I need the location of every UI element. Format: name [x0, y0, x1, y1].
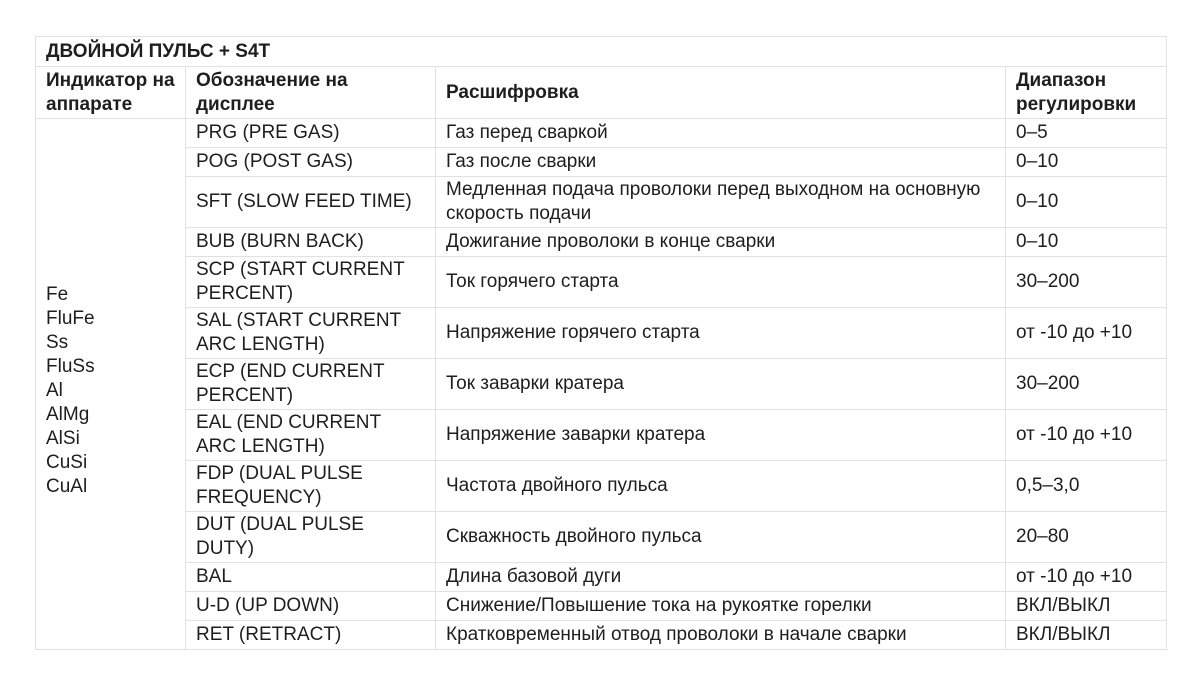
cell-decoding: Медленная подача проволоки перед выходном на основную скорость подачи — [436, 177, 1006, 228]
cell-range: 30–200 — [1006, 359, 1167, 410]
table-row — [36, 308, 1167, 359]
table-body — [36, 119, 1167, 650]
cell-decoding: Частота двойного пульса — [436, 461, 1006, 512]
settings-table — [35, 36, 1167, 650]
cell-display: BAL — [186, 563, 436, 592]
table-row — [36, 512, 1167, 563]
cell-range: 0,5–3,0 — [1006, 461, 1167, 512]
table-row — [36, 119, 1167, 148]
indicator-item: CuAl — [46, 476, 88, 497]
cell-display: DUT (DUAL PULSE DUTY) — [186, 512, 436, 563]
cell-range: от -10 до +10 — [1006, 563, 1167, 592]
table-row — [36, 257, 1167, 308]
cell-display: SFT (SLOW FEED TIME) — [186, 177, 436, 228]
table-title: ДВОЙНОЙ ПУЛЬС + S4T — [36, 37, 1167, 67]
indicator-item: AlSi — [46, 428, 80, 449]
indicator-list-cell — [36, 119, 186, 650]
cell-decoding: Снижение/Повышение тока на рукоятке горелки — [436, 592, 1006, 621]
cell-decoding: Газ после сварки — [436, 148, 1006, 177]
table-row — [36, 621, 1167, 650]
cell-range: от -10 до +10 — [1006, 308, 1167, 359]
cell-display: RET (RETRACT) — [186, 621, 436, 650]
indicator-item: Ss — [46, 332, 69, 353]
header-range: Диапазон регулировки — [1006, 67, 1167, 119]
cell-range: 20–80 — [1006, 512, 1167, 563]
cell-decoding: Газ перед сваркой — [436, 119, 1006, 148]
cell-display: ECP (END CURRENT PERCENT) — [186, 359, 436, 410]
table-row — [36, 228, 1167, 257]
cell-display: SCP (START CURRENT PERCENT) — [186, 257, 436, 308]
cell-range: ВКЛ/ВЫКЛ — [1006, 592, 1167, 621]
indicator-item: Fe — [46, 284, 69, 305]
cell-decoding: Скважность двойного пульса — [436, 512, 1006, 563]
indicator-item: CuSi — [46, 452, 88, 473]
table-row — [36, 563, 1167, 592]
cell-range: 0–10 — [1006, 148, 1167, 177]
header-display: Обозначение на дисплее — [186, 67, 436, 119]
cell-range: 0–10 — [1006, 228, 1167, 257]
cell-decoding: Напряжение горячего старта — [436, 308, 1006, 359]
settings-table-container — [35, 36, 1166, 650]
cell-display: PRG (PRE GAS) — [186, 119, 436, 148]
table-row — [36, 410, 1167, 461]
indicator-item: Al — [46, 380, 63, 401]
cell-range: 0–10 — [1006, 177, 1167, 228]
header-indicator: Индикатор на аппарате — [36, 67, 186, 119]
cell-display: POG (POST GAS) — [186, 148, 436, 177]
indicator-item: AlMg — [46, 404, 90, 425]
cell-range: от -10 до +10 — [1006, 410, 1167, 461]
cell-decoding: Ток горячего старта — [436, 257, 1006, 308]
header-decoding: Расшифровка — [436, 67, 1006, 119]
table-row — [36, 359, 1167, 410]
indicator-item: FluFe — [46, 308, 95, 329]
cell-display: SAL (START CURRENT ARC LENGTH) — [186, 308, 436, 359]
cell-decoding: Дожигание проволоки в конце сварки — [436, 228, 1006, 257]
table-row — [36, 148, 1167, 177]
cell-display: BUB (BURN BACK) — [186, 228, 436, 257]
table-row — [36, 461, 1167, 512]
cell-display: FDP (DUAL PULSE FREQUENCY) — [186, 461, 436, 512]
cell-decoding: Кратковременный отвод проволоки в начале сварки — [436, 621, 1006, 650]
cell-range: ВКЛ/ВЫКЛ — [1006, 621, 1167, 650]
cell-display: U-D (UP DOWN) — [186, 592, 436, 621]
cell-decoding: Ток заварки кратера — [436, 359, 1006, 410]
cell-decoding: Напряжение заварки кратера — [436, 410, 1006, 461]
cell-decoding: Длина базовой дуги — [436, 563, 1006, 592]
cell-display: EAL (END CURRENT ARC LENGTH) — [186, 410, 436, 461]
cell-range: 30–200 — [1006, 257, 1167, 308]
indicator-item: FluSs — [46, 356, 95, 377]
cell-range: 0–5 — [1006, 119, 1167, 148]
table-row — [36, 592, 1167, 621]
table-row — [36, 177, 1167, 228]
